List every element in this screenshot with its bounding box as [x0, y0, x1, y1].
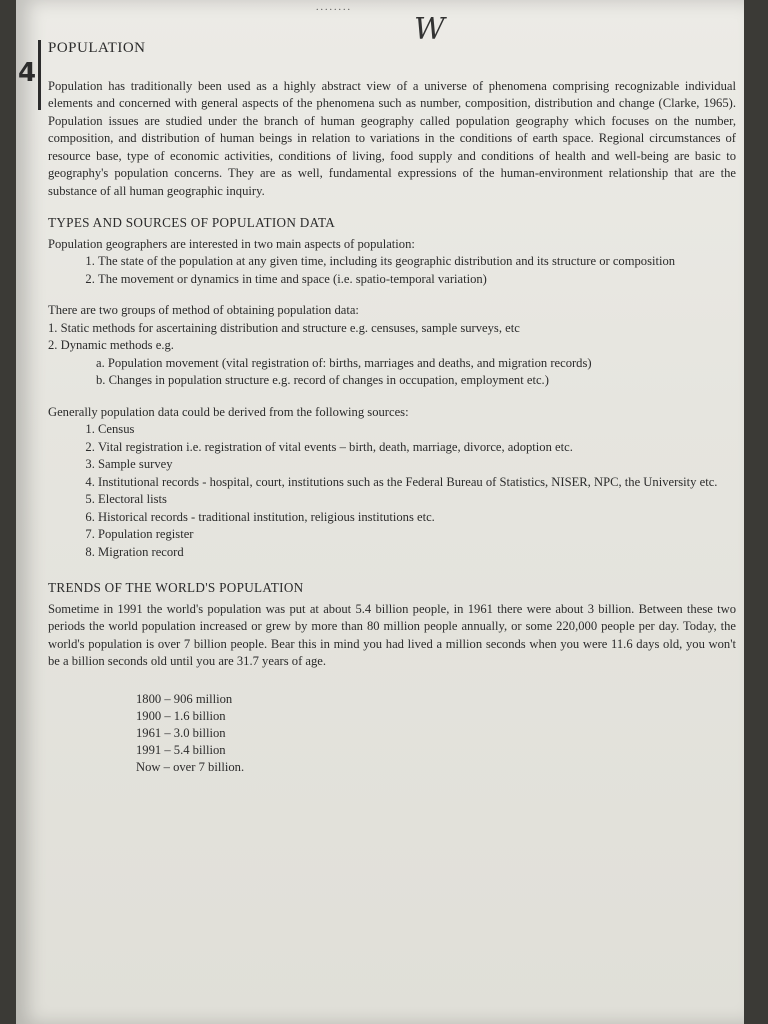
list-item: 8. Migration record — [98, 544, 736, 562]
list-item: 1. The state of the population at any given time, including its geographic distribution and its structure or composition — [98, 253, 736, 271]
sources-list — [48, 421, 736, 561]
list-item: 1961 – 3.0 billion — [136, 725, 226, 740]
list-item: 2. The movement or dynamics in time and space (i.e. spatio-temporal variation) — [98, 271, 736, 289]
list-item: b. Changes in population structure e.g. record of changes in occupation, employment etc.) — [96, 373, 549, 387]
intro-paragraph: Population has traditionally been used as a highly abstract view of a universe of phenomena comprising recognizable individual elements and concerned with general aspects of the phenomena such as number, composition, distribution and change (Clarke, 1965). Population issues are studied under the branch of human geography called population geography which focuses on the number, composition, and distribution of human beings in relation to variations in the conditions of earth space. Regional circumstances of resource base, type of economic activities, conditions of living, food supply and conditions of health and well-being are basic to geography's population concerns. They are as well, fundamental expressions of the human-environment relationship that are the substance of all human geographic inquiry. — [48, 78, 736, 198]
list-item: 1. Static methods for ascertaining distribution and structure e.g. censuses, sample surveys, etc — [48, 320, 520, 335]
top-mark: ........ — [316, 2, 352, 13]
methods-lead: There are two groups of method of obtaining population data: — [48, 303, 359, 317]
list-item: 4. Institutional records - hospital, court, institutions such as the Federal Bureau of Statistics, NISER, NPC, the University etc. — [98, 474, 736, 492]
list-item: 6. Historical records - traditional institution, religious institutions etc. — [98, 509, 736, 527]
list-item: 1. Census — [98, 421, 736, 439]
sources-lead: Generally population data could be derived from the following sources: — [48, 404, 409, 419]
trends-paragraph: Sometime in 1991 the world's population was put at about 5.4 billion people, in 1961 there were about 3 billion. Between these two periods the world population increased or grew by more than 80 million people annually, or some 220,000 people per day. Today, the world's population is over 7 billion people. Bear this in mind you had lived a million seconds when you were 11.6 days old, you won't be a billion seconds old until you are 31.7 years of age. — [48, 601, 736, 668]
list-item: 1800 – 906 million — [136, 691, 233, 706]
list-item: 2. Dynamic methods e.g. — [48, 338, 174, 352]
list-item: 3. Sample survey — [98, 456, 736, 474]
types-lead: Population geographers are interested in two main aspects of population: — [48, 236, 415, 251]
document-body — [48, 38, 736, 776]
margin-bar — [38, 40, 41, 110]
document-page — [16, 0, 744, 1024]
margin-note: 4 — [18, 58, 37, 88]
list-item: 2. Vital registration i.e. registration of vital events – birth, death, marriage, divorce, adoption etc. — [98, 439, 736, 457]
aspects-list — [48, 253, 736, 288]
trends-heading: TRENDS OF THE WORLD'S POPULATION — [48, 580, 304, 595]
list-item: a. Population movement (vital registration of: births, marriages and deaths, and migration records) — [96, 355, 592, 370]
sources-section — [48, 404, 736, 562]
population-figures — [136, 691, 736, 776]
list-item: 7. Population register — [98, 526, 736, 544]
list-item: Now – over 7 billion. — [136, 759, 245, 774]
methods-sublist — [48, 355, 736, 390]
methods-section — [48, 302, 736, 390]
handwritten-mark: W — [414, 12, 445, 47]
list-item: 1991 – 5.4 billion — [136, 742, 226, 757]
list-item: 5. Electoral lists — [98, 491, 736, 509]
types-heading: TYPES AND SOURCES OF POPULATION DATA — [48, 215, 336, 230]
page-title: POPULATION — [48, 40, 146, 56]
list-item: 1900 – 1.6 billion — [136, 708, 226, 723]
